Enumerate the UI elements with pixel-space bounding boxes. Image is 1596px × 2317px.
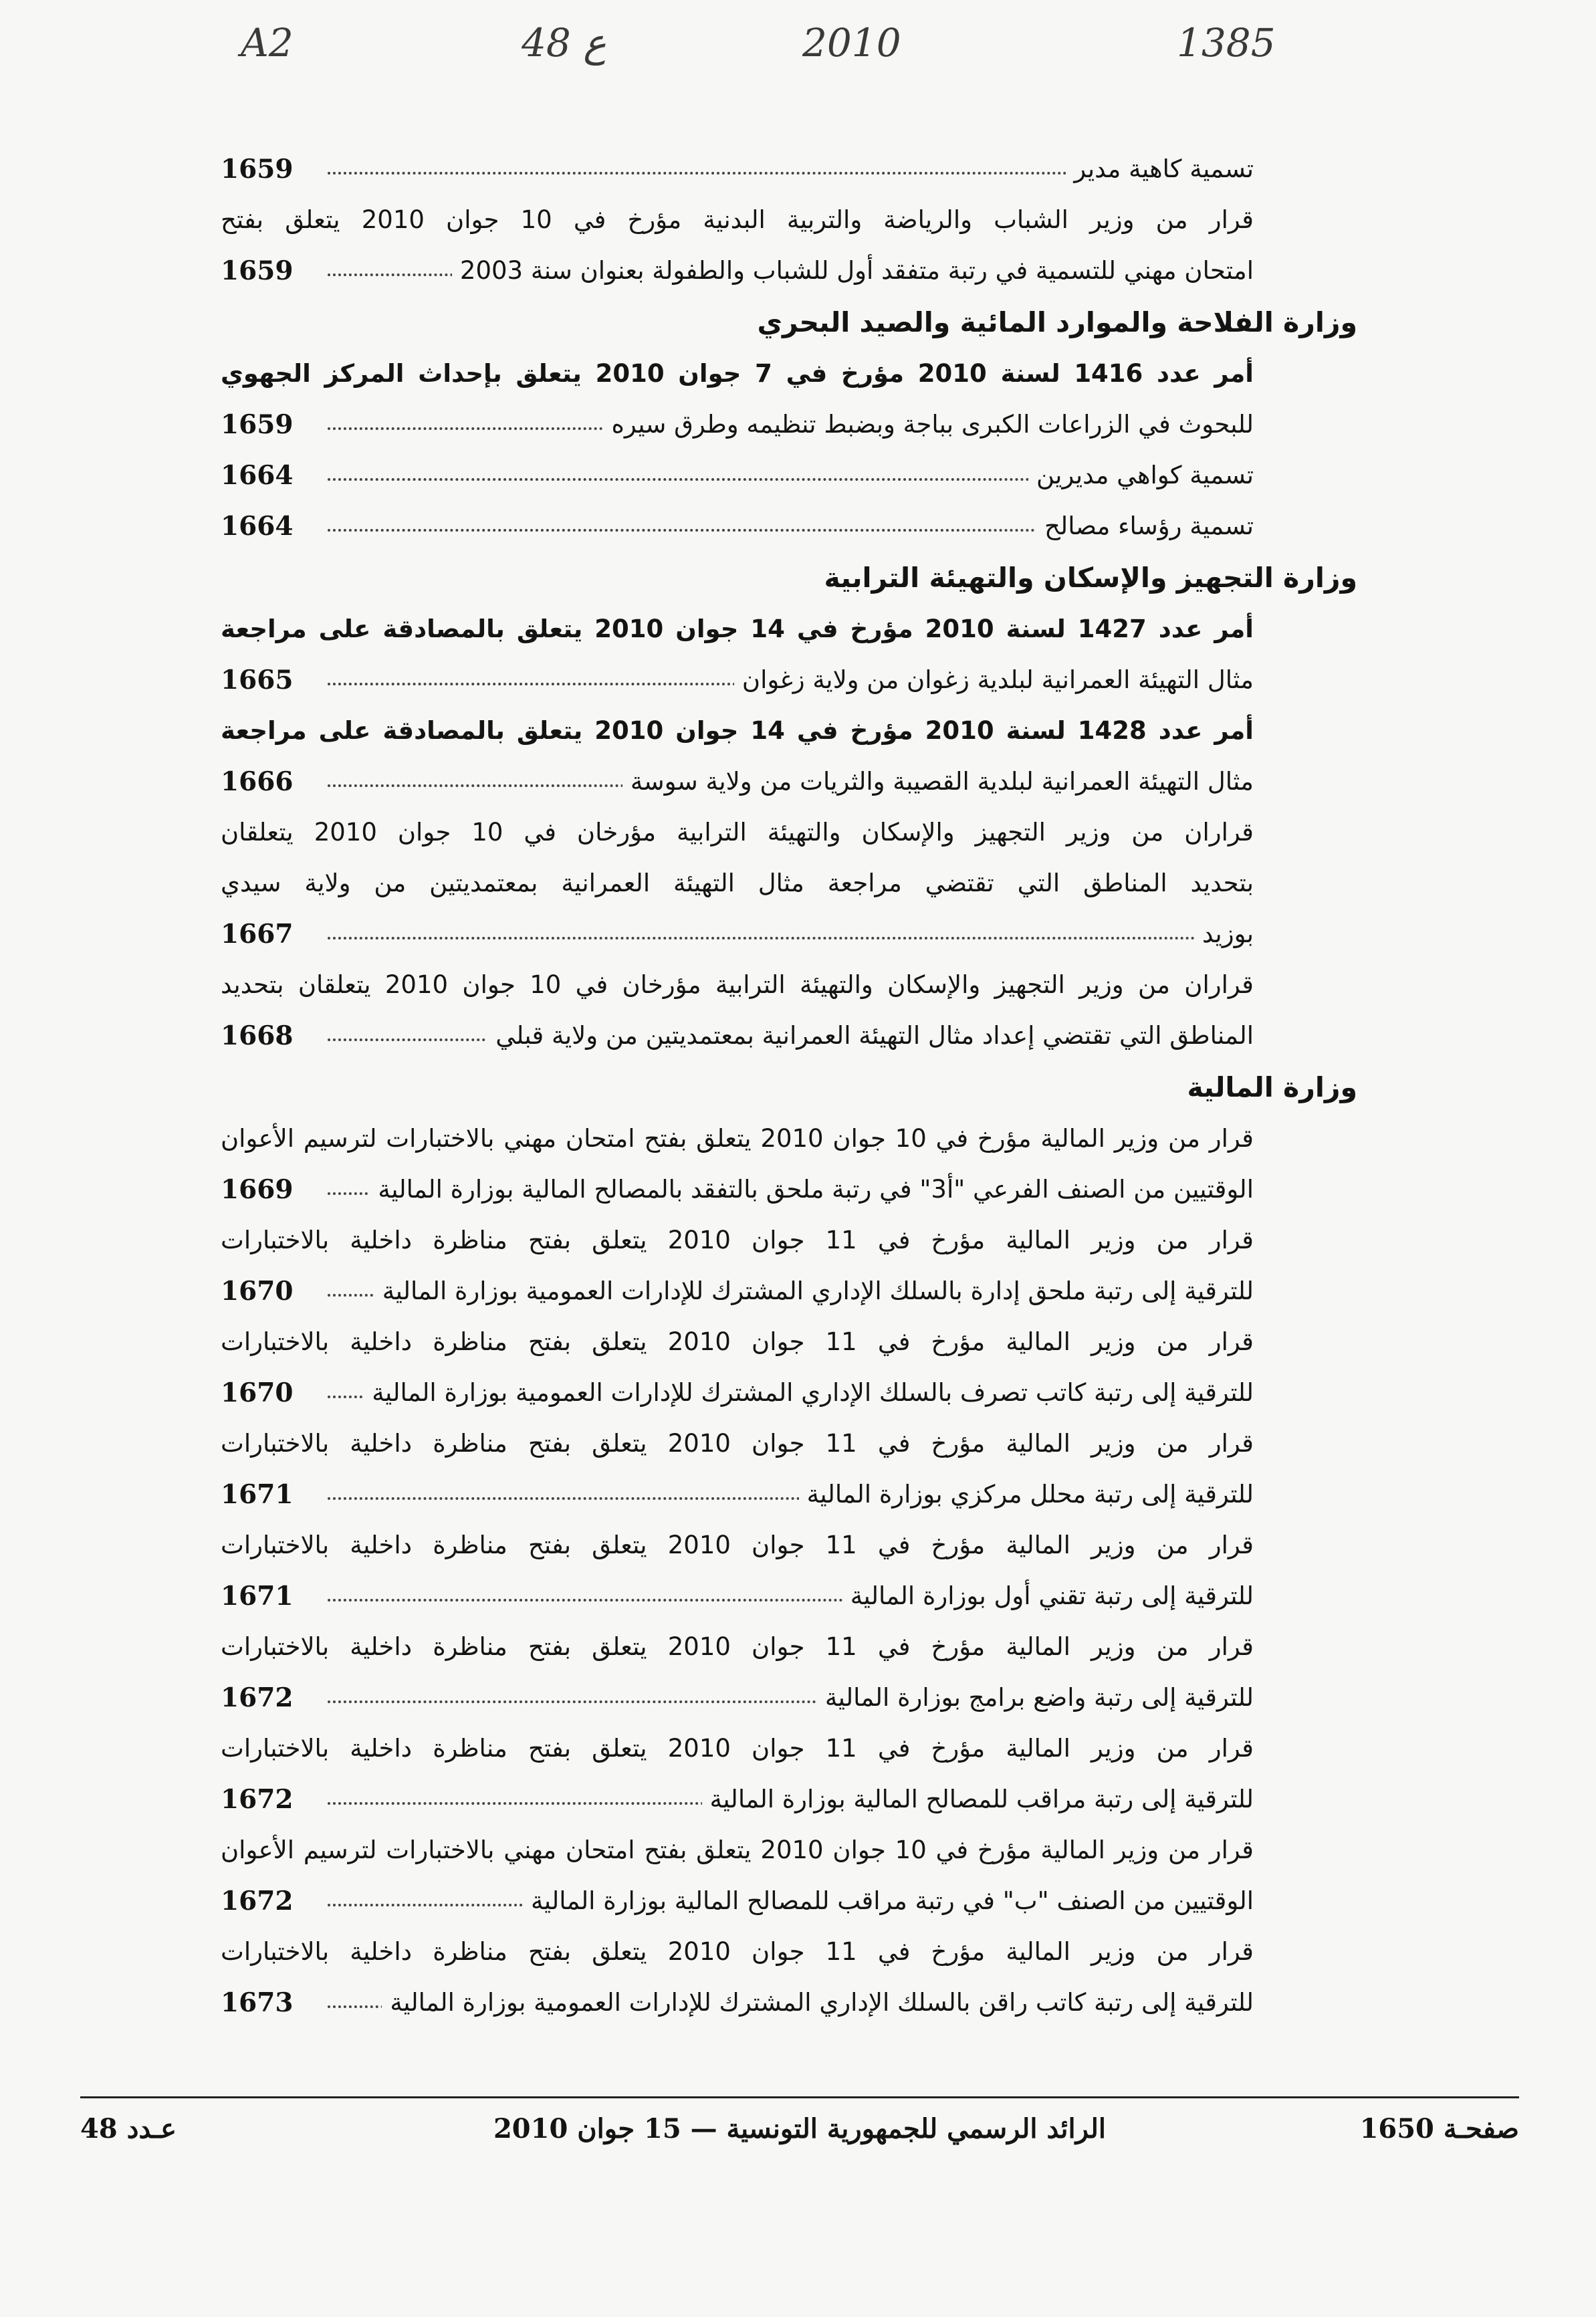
toc-page-number: 1670 xyxy=(221,1276,294,1307)
toc-entry-text: قرار من وزير المالية مؤرخ في 10 جوان 2010 يتعلق بفتح امتحان مهني بالاختبارات لترسيم الأعوان xyxy=(221,1836,1254,1864)
toc-entry-line xyxy=(221,1367,1357,1418)
toc-entry-line xyxy=(221,1010,1357,1061)
toc-entry-text: قراران من وزير التجهيز والإسكان والتهيئة الترابية مؤرخان في 10 جوان 2010 يتعلقان xyxy=(221,818,1254,847)
toc-entry-line xyxy=(221,960,1357,1010)
toc-entry-text: المناطق التي تقتضي إعداد مثال التهيئة العمرانية بمعتمديتين من ولاية قبلي xyxy=(487,1021,1254,1050)
toc-entry-text: مثال التهيئة العمرانية لبلدية القصيبة والثريات من ولاية سوسة xyxy=(622,767,1254,796)
toc-page-number: 1665 xyxy=(221,665,294,695)
toc-entry-line xyxy=(221,1317,1357,1367)
toc-page-number: 1672 xyxy=(221,1682,294,1713)
toc-entry-text: للترقية إلى رتبة واضع برامج بوزارة المالية xyxy=(817,1683,1254,1712)
toc-page-number: 1659 xyxy=(221,255,294,286)
toc-page-number: 1664 xyxy=(221,511,294,542)
toc-entry-text: قرار من وزير المالية مؤرخ في 11 جوان 2010 يتعلق بفتح مناظرة داخلية بالاختبارات xyxy=(221,1937,1254,1966)
toc-entry-line xyxy=(221,348,1357,399)
toc-entry-text: امتحان مهني للتسمية في رتبة متفقد أول للشباب والطفولة بعنوان سنة 2003 xyxy=(452,256,1254,285)
toc-entry-line xyxy=(221,1977,1357,2028)
ministry-heading xyxy=(221,1061,1357,1113)
toc-entry-text: قرار من وزير المالية مؤرخ في 11 جوان 2010 يتعلق بفتح مناظرة داخلية بالاختبارات xyxy=(221,1531,1254,1559)
toc-entry-text: للترقية إلى رتبة محلل مركزي بوزارة المالية xyxy=(799,1480,1254,1509)
ministry-heading-text: وزارة التجهيز والإسكان والتهيئة الترابية xyxy=(824,562,1357,594)
toc-page-number: 1659 xyxy=(221,154,294,185)
toc-entry-line xyxy=(221,1723,1357,1774)
toc-entry-line xyxy=(221,1825,1357,1876)
toc-entry-text: الوقتيين من الصنف الفرعي "أ3" في رتبة ملحق بالتفقد بالمصالح المالية بوزارة المالية xyxy=(370,1175,1254,1204)
toc-entry-line xyxy=(221,1571,1357,1622)
toc-page-number: 1670 xyxy=(221,1377,294,1408)
ministry-heading xyxy=(221,296,1357,348)
toc-entry-text: الوقتيين من الصنف "ب" في رتبة مراقب للمصالح المالية بوزارة المالية xyxy=(523,1886,1254,1915)
toc-entry-text: قرار من وزير المالية مؤرخ في 11 جوان 2010 يتعلق بفتح مناظرة داخلية بالاختبارات xyxy=(221,1632,1254,1661)
toc-entry-text: للترقية إلى رتبة تقني أول بوزارة المالية xyxy=(842,1581,1254,1610)
table-of-contents xyxy=(221,144,1357,2028)
ministry-heading-text: وزارة المالية xyxy=(1187,1071,1357,1103)
toc-page-number: 1666 xyxy=(221,766,294,797)
toc-entry-text: مثال التهيئة العمرانية لبلدية زغوان من ولاية زغوان xyxy=(734,665,1254,694)
toc-entry-text: قرار من وزير المالية مؤرخ في 11 جوان 2010 يتعلق بفتح مناظرة داخلية بالاختبارات xyxy=(221,1734,1254,1763)
footer-page-number: صفحـة 1650 xyxy=(1359,2113,1519,2144)
page-footer xyxy=(80,2113,1519,2153)
toc-entry-text: قرار من وزير المالية مؤرخ في 11 جوان 2010 يتعلق بفتح مناظرة داخلية بالاختبارات xyxy=(221,1429,1254,1458)
toc-entry-line xyxy=(221,245,1357,296)
toc-entry-text: للترقية إلى رتبة كاتب تصرف بالسلك الإداري المشترك للإدارات العمومية بوزارة المالية xyxy=(364,1378,1254,1407)
toc-entry-line xyxy=(221,655,1357,705)
toc-entry-line xyxy=(221,705,1357,756)
toc-entry-line xyxy=(221,195,1357,245)
toc-page-number: 1664 xyxy=(221,460,294,491)
toc-entry-text: للترقية إلى رتبة كاتب راقن بالسلك الإداري المشترك للإدارات العمومية بوزارة المالية xyxy=(382,1988,1254,2017)
toc-entry-text: قرار من وزير المالية مؤرخ في 11 جوان 2010 يتعلق بفتح مناظرة داخلية بالاختبارات xyxy=(221,1327,1254,1356)
toc-entry-text: أمر عدد 1428 لسنة 2010 مؤرخ في 14 جوان 2010 يتعلق بالمصادقة على مراجعة xyxy=(221,716,1254,745)
toc-entry-line xyxy=(221,399,1357,450)
toc-entry-line xyxy=(221,604,1357,655)
toc-entry-line xyxy=(221,1672,1357,1723)
toc-entry-text: للترقية إلى رتبة ملحق إدارة بالسلك الإداري المشترك للإدارات العمومية بوزارة المالية xyxy=(374,1277,1254,1305)
toc-entry-line xyxy=(221,1164,1357,1215)
toc-entry-line xyxy=(221,1113,1357,1164)
toc-page-number: 1671 xyxy=(221,1479,294,1510)
toc-page-number: 1673 xyxy=(221,1987,294,2018)
toc-entry-text: بتحديد المناطق التي تقتضي مراجعة مثال التهيئة العمرانية بمعتمديتين من ولاية سيدي xyxy=(221,869,1254,897)
toc-page-number: 1669 xyxy=(221,1174,294,1205)
toc-entry-text: تسمية رؤساء مصالح xyxy=(1036,512,1254,540)
toc-entry-line xyxy=(221,756,1357,807)
ministry-heading xyxy=(221,552,1357,604)
toc-entry-line xyxy=(221,501,1357,552)
handwritten-note: 48 ع xyxy=(522,20,606,66)
toc-entry-line xyxy=(221,1520,1357,1571)
toc-entry-text: للترقية إلى رتبة مراقب للمصالح المالية بوزارة المالية xyxy=(702,1785,1254,1813)
toc-entry-line xyxy=(221,1926,1357,1977)
toc-entry-text: قرار من وزير المالية مؤرخ في 11 جوان 2010 يتعلق بفتح مناظرة داخلية بالاختبارات xyxy=(221,1226,1254,1254)
toc-page-number: 1672 xyxy=(221,1784,294,1815)
toc-entry-line xyxy=(221,909,1357,960)
toc-entry-text: قرار من وزير الشباب والرياضة والتربية البدنية مؤرخ في 10 جوان 2010 يتعلق بفتح xyxy=(221,205,1254,234)
toc-page-number: 1667 xyxy=(221,919,294,950)
toc-entry-text: للبحوث في الزراعات الكبرى بباجة وبضبط تنظيمه وطرق سيره xyxy=(603,410,1254,439)
toc-page-number: 1672 xyxy=(221,1886,294,1916)
toc-entry-line xyxy=(221,1469,1357,1520)
toc-entry-line xyxy=(221,1622,1357,1672)
toc-entry-line xyxy=(221,450,1357,501)
toc-page-number: 1671 xyxy=(221,1581,294,1612)
handwritten-note: 1385 xyxy=(1177,20,1276,66)
toc-entry-line xyxy=(221,858,1357,909)
footer-divider xyxy=(80,2096,1519,2098)
toc-entry-text: تسمية كواهي مديرين xyxy=(1028,461,1254,489)
toc-entry-line xyxy=(221,807,1357,858)
toc-entry-text: أمر عدد 1416 لسنة 2010 مؤرخ في 7 جوان 2010 يتعلق بإحداث المركز الجهوي xyxy=(221,359,1254,388)
toc-entry-line xyxy=(221,144,1357,195)
toc-entry-text: بوزيد xyxy=(1194,919,1254,948)
toc-entry-line xyxy=(221,1876,1357,1926)
handwritten-note: 2010 xyxy=(802,20,901,66)
toc-page-number: 1668 xyxy=(221,1020,294,1051)
toc-entry-text: أمر عدد 1427 لسنة 2010 مؤرخ في 14 جوان 2010 يتعلق بالمصادقة على مراجعة xyxy=(221,615,1254,643)
toc-entry-text: قراران من وزير التجهيز والإسكان والتهيئة الترابية مؤرخان في 10 جوان 2010 يتعلقان بتحديد xyxy=(221,970,1254,999)
toc-entry-line xyxy=(221,1266,1357,1317)
toc-page-number: 1659 xyxy=(221,409,294,440)
toc-entry-text: قرار من وزير المالية مؤرخ في 10 جوان 2010 يتعلق بفتح امتحان مهني بالاختبارات لترسيم الأعوان xyxy=(221,1124,1254,1153)
toc-entry-line xyxy=(221,1418,1357,1469)
toc-entry-text: تسمية كاهية مدير xyxy=(1066,154,1254,183)
toc-entry-line xyxy=(221,1774,1357,1825)
handwritten-note: A2 xyxy=(241,20,294,66)
footer-issue-number: عـدد 48 xyxy=(80,2113,177,2144)
footer-journal-title: الرائد الرسمي للجمهورية التونسية — 15 جوان 2010 xyxy=(493,2113,1107,2144)
ministry-heading-text: وزارة الفلاحة والموارد المائية والصيد البحري xyxy=(757,306,1357,338)
toc-entry-line xyxy=(221,1215,1357,1266)
